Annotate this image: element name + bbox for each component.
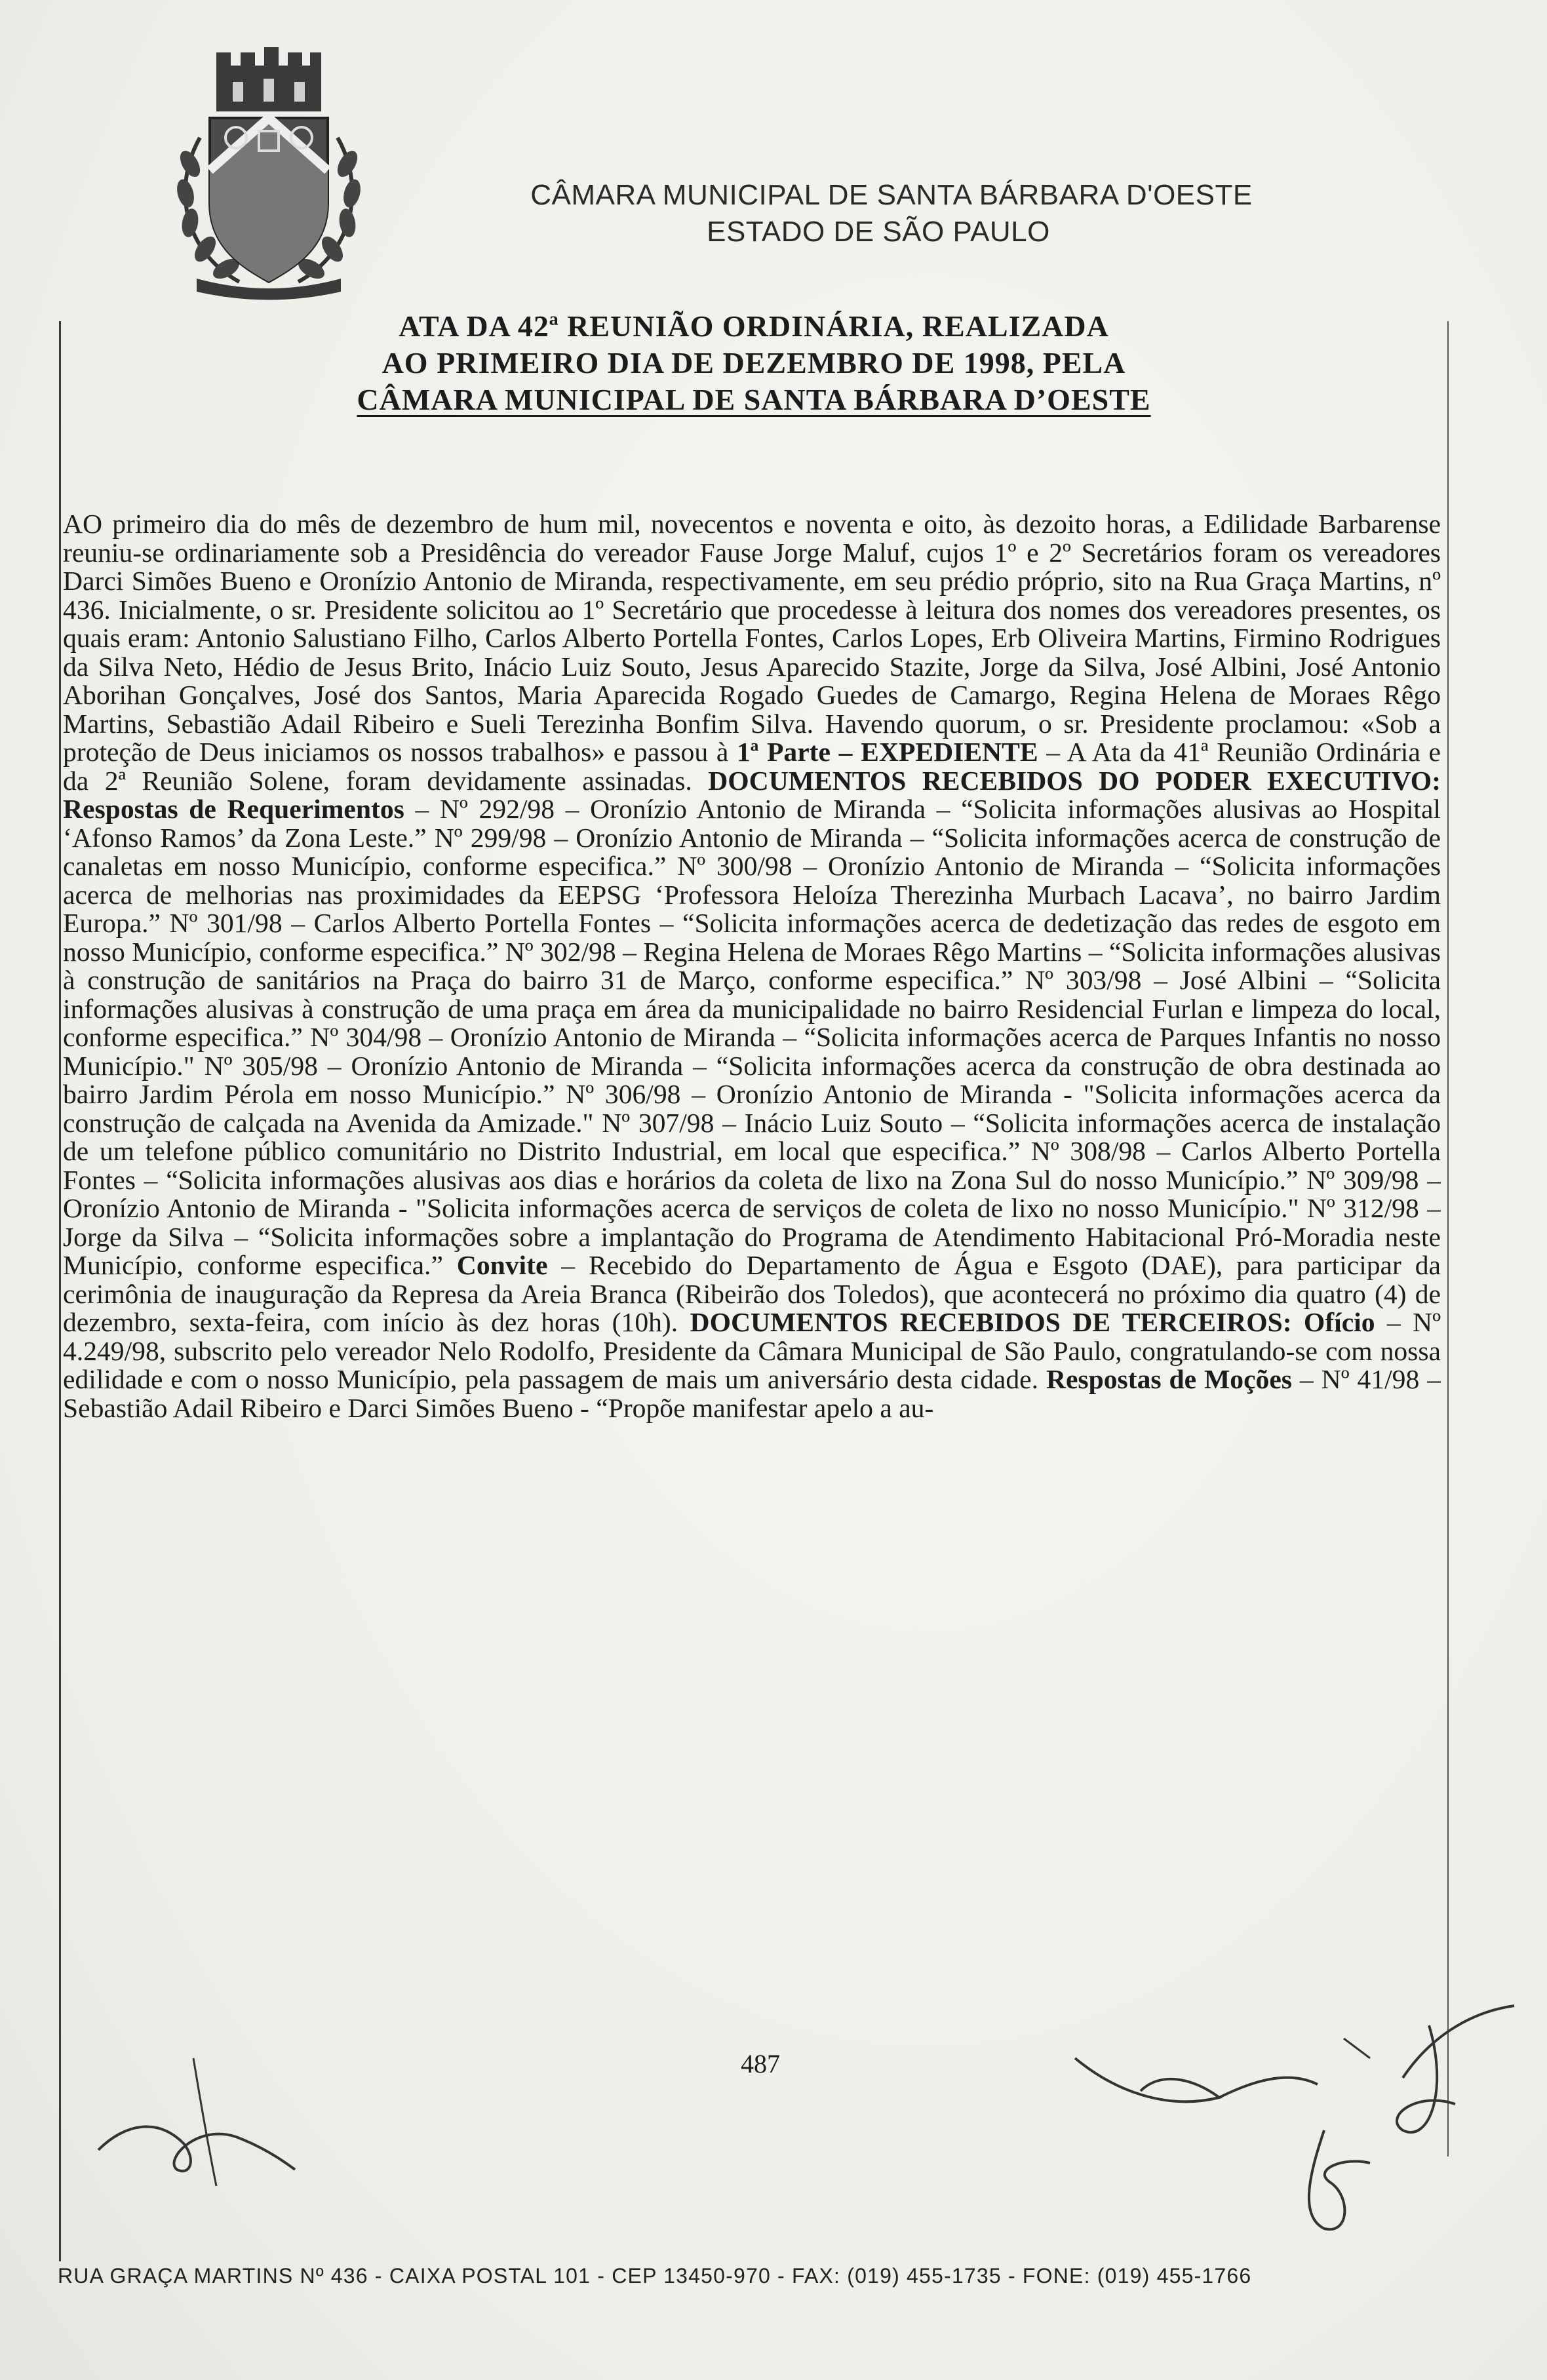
body-bold-text: Convite — [456, 1250, 548, 1280]
title-line-1: ATA DA 42ª REUNIÃO ORDINÁRIA, REALIZADA — [399, 309, 1109, 343]
body-text: – Nº 4.249/98, subscrito pelo vereador Nelo Rodolfo, Presidente da Câmara Municipal de São Paulo, congratulando-se com nossa edilidade e com o nosso Município, pela passagem de mais um aniversário desta cidade. — [63, 1307, 1441, 1394]
body-text: – A Ata da 41ª Reunião Ordinária e da 2ª Reunião Solene, foram devidamente assinadas. — [63, 737, 1441, 796]
minutes-body — [63, 510, 1441, 2037]
body-bold-text: DOCUMENTOS RECEBIDOS DO PODER EXECUTIVO: Respostas de Requerimentos — [63, 765, 1441, 824]
title-line-2: AO PRIMEIRO DIA DE DEZEMBRO DE 1998, PELA — [382, 346, 1126, 380]
coat-of-arms-icon — [161, 39, 377, 302]
document-title — [315, 308, 1193, 418]
institution-name: CÂMARA MUNICIPAL DE SANTA BÁRBARA D'OESTE — [530, 179, 1253, 211]
institution-state: ESTADO DE SÃO PAULO — [707, 216, 1050, 248]
page-number: 487 — [741, 2049, 780, 2078]
body-text: – Recebido do Departamento de Água e Esgoto (DAE), para participar da cerimônia de inauguração da Represa da Areia Branca (Ribeirão dos Toledos), que acontecerá no próximo dia quatro (4) de dezembro, sexta-feira, com início às dez horas (10h). — [63, 1250, 1441, 1337]
institution-header — [367, 177, 1416, 250]
body-bold-text: Respostas de Moções — [1046, 1364, 1292, 1394]
body-bold-text: 1ª Parte – EXPEDIENTE — [737, 737, 1038, 767]
signature-right — [1062, 1999, 1534, 2248]
right-margin-rule — [1447, 321, 1449, 2156]
footer-address: RUA GRAÇA MARTINS Nº 436 - CAIXA POSTAL 101 - CEP 13450-970 - FAX: (019) 455-1735 - FONE: (019) 455-1766 — [58, 2264, 1252, 2288]
body-text: AO primeiro dia do mês de dezembro de hum mil, novecentos e noventa e oito, às dezoito horas, a Edilidade Barbarense reuniu-se ordinariamente sob a Presidência do vereador Fause Jorge Maluf, cujos 1º e 2º Secretários foram os vereadores Darci Simões Bueno e Oronízio Antonio de Miranda, respectivamente, em seu prédio próprio, sito na Rua Graça Martins, nº 436. Inicialmente, o sr. Presidente solicitou ao 1º Secretário que procedesse à leitura dos nomes dos vereadores presentes, os quais eram: Antonio Salustiano Filho, Carlos Alberto Portella Fontes, Carlos Lopes, Erb Oliveira Martins, Firmino Rodrigues da Silva Neto, Hédio de Jesus Brito, Inácio Luiz Souto, Jesus Aparecido Stazite, Jorge da Silva, José Albini, José Antonio Aborihan Gonçalves, José dos Santos, Maria Aparecida Rogado Guedes de Camargo, Regina Helena de Moraes Rêgo Martins, Sebastião Adail Ribeiro e Sueli Terezinha Bonfim Silva. Havendo quorum, o sr. Presidente proclamou: «Sob a proteção de Deus iniciamos os nossos trabalhos» e passou à — [63, 510, 1441, 767]
title-line-3: CÂMARA MUNICIPAL DE SANTA BÁRBARA D’OESTE — [357, 383, 1151, 416]
body-text: – Nº 292/98 – Oronízio Antonio de Miranda – “Solicita informações alusivas ao Hospital ‘Afonso Ramos’ da Zona Leste.” Nº 299/98 – Oronízio Antonio de Miranda – “Solicita informações acerca de construção de canaletas em nosso Município, conforme especifica.” Nº 300/98 – Oronízio Antonio de Miranda – “Solicita informações acerca de melhorias nas proximidades da EEPSG ‘Professora Heloíza Therezinha Murbach Lacava’, no bairro Jardim Europa.” Nº 301/98 – Carlos Alberto Portella Fontes – “Solicita informações acerca de dedetização das redes de esgoto em nosso Município, conforme especifica.” Nº 302/98 – Regina Helena de Moraes Rêgo Martins – “Solicita informações alusivas à construção de sanitários na Praça do bairro 31 de Março, conforme especifica.” Nº 303/98 – José Albini – “Solicita informações alusivas à construção de uma praça em área da municipalidade no bairro Residencial Furlan e limpeza do local, conforme especifica.” Nº 304/98 – Oronízio Antonio de Miranda – “Solicita informações acerca de Parques Infantis no nosso Município." Nº 305/98 – Oronízio Antonio de Miranda – “Solicita informações acerca da construção de obra destinada ao bairro Jardim Pérola em nosso Município.” Nº 306/98 – Oronízio Antonio de Miranda - "Solicita informações acerca da construção de calçada na Avenida da Amizade." Nº 307/98 – Inácio Luiz Souto – “Solicita informações acerca de instalação de um telefone público comunitário no Distrito Industrial, em local que especifica.” Nº 308/98 – Carlos Alberto Portella Fontes – “Solicita informações alusivas aos dias e horários da coleta de lixo na Zona Sul do nosso Município.” Nº 309/98 – Oronízio Antonio de Miranda - "Solicita informações acerca de serviços de coleta de lixo no nosso Município." Nº 312/98 – Jorge da Silva – “Solicita informações sobre a implantação do Programa de Atendimento Habitacional Pró-Moradia neste Município, conforme especifica.” — [63, 794, 1441, 1280]
body-text: – Nº 41/98 – Sebastião Adail Ribeiro e Darci Simões Bueno - “Propõe manifestar apelo a au- — [63, 1364, 1441, 1423]
body-bold-text: DOCUMENTOS RECEBIDOS DE TERCEIROS: Ofício — [690, 1307, 1375, 1337]
left-margin-rule — [59, 321, 61, 2261]
signature-left — [85, 2045, 308, 2189]
